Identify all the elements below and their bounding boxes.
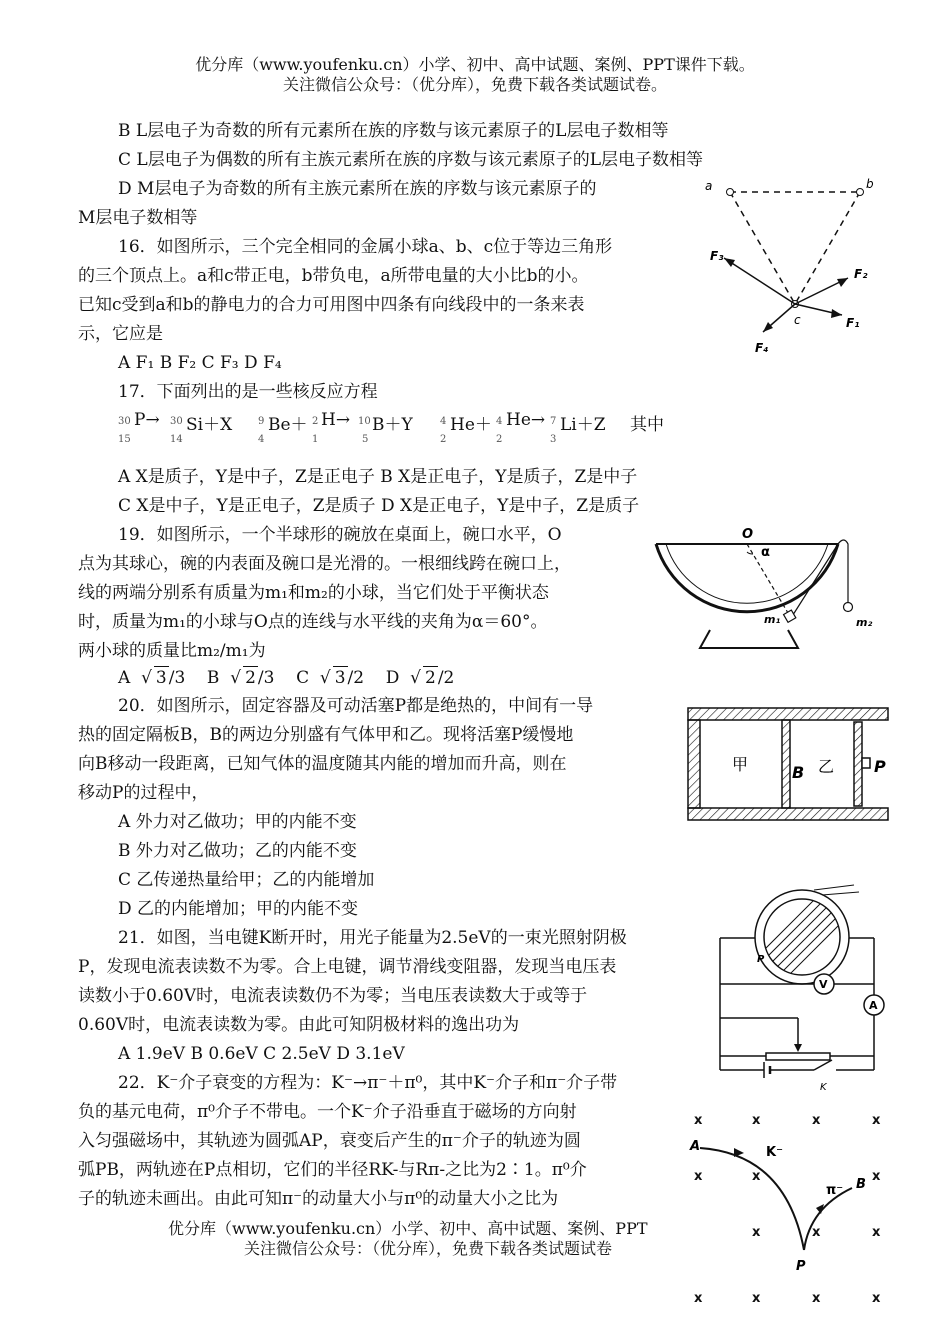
footer-line-1: 优分库（www.youfenku.cn）小学、初中、高中试题、案例、PPT	[168, 1219, 648, 1238]
q16-label-f1: F₁	[846, 316, 860, 330]
q17-eq4-text: H→	[321, 410, 351, 430]
q21-line-1: 21．如图，当电键K断开时，用光子能量为2.5eV的一束光照射阴极	[118, 928, 627, 948]
q19-opt-c-den: /2	[347, 668, 365, 688]
q15-option-c: C L层电子为偶数的所有主族元素所在族的序数与该元素原子的L层电子数相等	[118, 150, 703, 170]
q16-line-4: 示，它应是	[78, 324, 163, 344]
q17-eq-1	[118, 410, 160, 445]
q17-eq3-charge: 4	[258, 434, 265, 445]
q19-line-5: 两小球的质量比m₂/m₁为	[78, 641, 266, 661]
q22-cross: x	[872, 1169, 881, 1184]
q22-cross: x	[812, 1113, 821, 1128]
q19-line-1: 19．如图所示，一个半球形的碗放在桌面上，碗口水平，O	[118, 525, 562, 545]
q22-cross: x	[872, 1113, 881, 1128]
q17-eq-5	[358, 410, 413, 445]
q19-options: A √ 3 /3 B √ 2 /3 C √ 3 /2 D √ 2 /2	[118, 668, 455, 688]
q17-options-cd: C X是中子，Y是正电子，Z是质子 D X是正电子，Y是中子，Z是质子	[118, 496, 640, 516]
q21-line-4: 0.60V时，电流表读数为零。由此可知阴极材料的逸出功为	[78, 1015, 520, 1035]
q17-eq3-text: Be＋	[268, 415, 308, 435]
q21-label-k: K	[820, 1082, 827, 1093]
q17-eq-3	[258, 410, 308, 445]
q17-eq8-charge: 3	[550, 434, 557, 445]
q20-label-yi: 乙	[818, 757, 835, 776]
q22-label-k: K⁻	[766, 1145, 783, 1160]
q20-line-2: 热的固定隔板B，B的两边分别盛有气体甲和乙。现将活塞P缓慢地	[78, 725, 574, 745]
q21-label-p: P	[757, 954, 765, 965]
q16-label-f3: F₃	[710, 249, 724, 263]
q19-opt-d-den: /2	[437, 668, 455, 688]
q21-label-a: A	[869, 999, 878, 1012]
q22-line-3: 入匀强磁场中，其轨迹为圆弧AP，衰变后产生的π⁻介子的轨迹为圆	[78, 1131, 581, 1151]
q20-label-p: P	[874, 757, 886, 776]
q17-eq5-charge: 5	[362, 434, 369, 445]
q21-options: A 1.9eV B 0.6eV C 2.5eV D 3.1eV	[118, 1044, 405, 1064]
q22-cross: x	[752, 1291, 761, 1306]
q22-cross: x	[752, 1113, 761, 1128]
q20-label-b: B	[792, 763, 805, 782]
q19-opt-a-rad: 3	[155, 668, 167, 688]
q17-eq2-text: Si＋X	[186, 415, 233, 435]
q19-opt-c-label: C	[296, 668, 310, 688]
q17-eq5-mass: 10	[358, 416, 371, 427]
q17-eq7-text: He→	[506, 410, 546, 430]
q20-label-jia: 甲	[732, 755, 749, 774]
q17-eq1-charge: 15	[118, 434, 131, 445]
q17-eq-4	[312, 410, 351, 445]
q17-eq2-mass: 30	[170, 416, 183, 427]
q22-cross: x	[752, 1225, 761, 1240]
q22-cross: x	[694, 1169, 703, 1184]
q21-figure	[714, 880, 894, 1105]
q19-opt-c-rad: 3	[334, 668, 346, 688]
q19-label-m1: m₁	[764, 613, 781, 626]
q19-label-m2: m₂	[856, 616, 873, 629]
q19-opt-a-den: /3	[168, 668, 186, 688]
q20-figure	[686, 706, 892, 828]
q20-option-c: C 乙传递热量给甲；乙的内能增加	[118, 870, 375, 890]
q19-opt-b-label: B	[206, 668, 220, 688]
q22-figure	[686, 1104, 896, 1310]
q17-eq1-text: P→	[134, 410, 160, 430]
q16-options: A F₁ B F₂ C F₃ D F₄	[118, 353, 282, 373]
q19-line-3: 线的两端分别系有质量为m₁和m₂的小球，当它们处于平衡状态	[78, 583, 549, 603]
q20-option-d: D 乙的内能增加；甲的内能不变	[118, 899, 359, 919]
q17-line-1: 17．下面列出的是一些核反应方程	[118, 382, 378, 402]
q17-eq8-text: Li＋Z	[560, 415, 606, 435]
q22-line-1: 22．K⁻介子衰变的方程为：K⁻→π⁻＋π⁰，其中K⁻介子和π⁻介子带	[118, 1073, 618, 1093]
q17-eq1-mass: 30	[118, 416, 131, 427]
q19-opt-b-den: /3	[257, 668, 275, 688]
q15-option-b: B L层电子为奇数的所有元素所在族的序数与该元素原子的L层电子数相等	[118, 121, 669, 141]
q16-figure	[700, 172, 890, 362]
q22-line-5: 子的轨迹未画出。由此可知π⁻的动量大小与π⁰的动量大小之比为	[78, 1189, 559, 1209]
q22-label-b: B	[856, 1177, 866, 1192]
q17-eq-2	[170, 410, 233, 445]
q17-eq6-charge: 2	[440, 434, 447, 445]
q17-eq-8	[550, 410, 606, 445]
q19-opt-b-rad: 2	[245, 668, 256, 688]
q16-line-1: 16．如图所示，三个完全相同的金属小球a、b、c位于等边三角形	[118, 237, 613, 257]
q17-eq3-mass: 9	[258, 416, 265, 427]
q16-label-a: a	[705, 179, 713, 193]
q16-label-f2: F₂	[854, 267, 868, 281]
q22-cross: x	[694, 1113, 703, 1128]
q21-label-v: V	[819, 978, 828, 991]
q16-label-f4: F₄	[755, 341, 769, 355]
q17-eq2-charge: 14	[170, 434, 183, 445]
q19-line-2: 点为其球心，碗的内表面及碗口是光滑的。一根细线跨在碗口上，	[78, 554, 571, 574]
q16-line-3: 已知c受到a和b的静电力的合力可用图中四条有向线段中的一条来表	[78, 295, 585, 315]
q21-line-2: P，发现电流表读数不为零。合上电键，调节滑线变阻器，发现当电压表	[78, 957, 617, 977]
q20-option-a: A 外力对乙做功；甲的内能不变	[118, 812, 357, 832]
q19-opt-a-label: A	[118, 668, 131, 688]
q16-label-c: c	[794, 313, 801, 327]
q22-cross: x	[812, 1291, 821, 1306]
q20-option-b: B 外力对乙做功；乙的内能不变	[118, 841, 357, 861]
q22-cross: x	[812, 1225, 821, 1240]
q19-line-4: 时，质量为m₁的小球与O点的连线与水平线的夹角为α＝60°。	[78, 612, 548, 632]
q19-label-alpha: α	[761, 545, 770, 560]
q17-eq-7	[496, 410, 546, 445]
footer-line-2: 关注微信公众号：（优分库），免费下载各类试题试卷	[244, 1239, 613, 1258]
q17-eq7-mass: 4	[496, 416, 503, 427]
q22-cross: x	[872, 1291, 881, 1306]
q17-eq-6	[440, 410, 492, 445]
q22-label-p: P	[796, 1259, 806, 1274]
q16-line-2: 的三个顶点上。a和c带正电，b带负电，a所带电量的大小比b的小。	[78, 266, 589, 286]
q22-label-pi: π⁻	[826, 1183, 844, 1198]
q19-opt-d-rad: 2	[425, 668, 436, 688]
q20-line-4: 移动P的过程中，	[78, 783, 209, 803]
q17-eq4-mass: 2	[312, 416, 319, 427]
q22-cross: x	[694, 1291, 703, 1306]
q21-line-3: 读数小于0.60V时，电流表读数仍不为零；当电压表读数大于或等于	[78, 986, 588, 1006]
q15-option-d: D M层电子为奇数的所有主族元素所在族的序数与该元素原子的	[118, 179, 597, 199]
q22-line-4: 弧PB，两轨迹在P点相切，它们的半径RK-与Rπ-之比为2∶1。π⁰介	[78, 1160, 587, 1180]
q15-option-d-cont: M层电子数相等	[78, 208, 198, 228]
q17-eq8-mass: 7	[550, 416, 557, 427]
q17-options-ab: A X是质子，Y是中子，Z是正电子 B X是正电子，Y是质子，Z是中子	[118, 467, 638, 487]
q17-eq5-text: B＋Y	[372, 415, 413, 435]
q20-line-3: 向B移动一段距离，已知气体的温度随其内能的增加而升高，则在	[78, 754, 567, 774]
q19-figure	[648, 522, 888, 652]
q22-label-a: A	[690, 1139, 701, 1154]
q16-label-b: b	[866, 177, 874, 191]
q22-cross: x	[752, 1169, 761, 1184]
header-line-2: 关注微信公众号：（优分库），免费下载各类试题试卷。	[282, 75, 667, 94]
q20-line-1: 20．如图所示，固定容器及可动活塞P都是绝热的，中间有一导	[118, 696, 594, 716]
q19-label-o: O	[742, 527, 754, 542]
q17-eq6-mass: 4	[440, 416, 447, 427]
q22-cross: x	[872, 1225, 881, 1240]
q17-tail: 其中	[630, 415, 664, 435]
q17-eq4-charge: 1	[312, 434, 319, 445]
q22-line-2: 负的基元电荷，π⁰介子不带电。一个K⁻介子沿垂直于磁场的方向射	[78, 1102, 577, 1122]
q17-eq7-charge: 2	[496, 434, 503, 445]
q19-opt-d-label: D	[385, 668, 400, 688]
header-line-1: 优分库（www.youfenku.cn）小学、初中、高中试题、案例、PPT课件下载。	[195, 55, 755, 74]
q17-eq6-text: He＋	[450, 415, 492, 435]
